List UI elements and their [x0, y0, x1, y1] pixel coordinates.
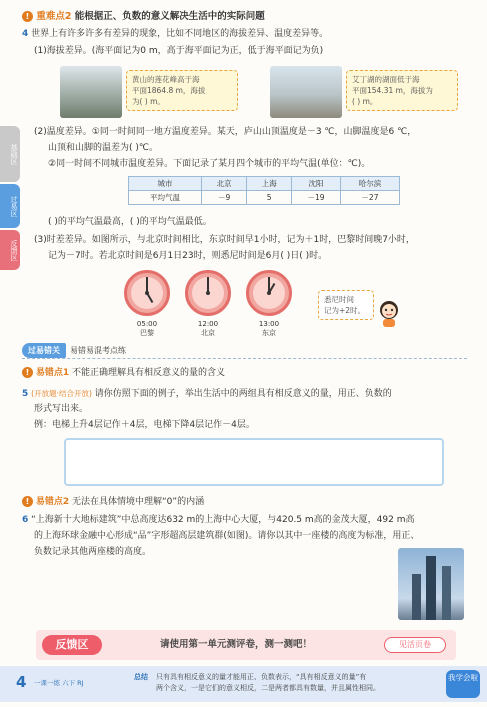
feedback-link-button[interactable]: 见活页卷 — [384, 637, 446, 653]
clock-label-tokyo — [246, 320, 292, 338]
learned-badge: 我学会啦 — [446, 670, 480, 698]
error-point-1 — [22, 367, 225, 380]
q4-part3b: 记为－7时。若北京时间是6月1日23时，则悉尼时间是6月( )日( )时。 — [48, 251, 328, 261]
side-tab-feedback[interactable]: 反馈区 — [0, 230, 20, 270]
q6-line3: 负数记录其他两座楼的高度。 — [34, 547, 152, 557]
elevation-bubble-lake — [346, 70, 458, 111]
q5-answer-box[interactable] — [64, 438, 444, 486]
q4-stem — [22, 28, 328, 41]
side-tab-error[interactable]: 过易区 — [0, 184, 20, 228]
q5-example: 例：电梯上升4层记作＋4层，电梯下降4层记作－4层。 — [34, 420, 255, 430]
book-series: 一课一练 六下 RJ — [34, 679, 84, 687]
section-subtitle: 易错易混考点练 — [70, 346, 126, 355]
summary-line: 两个含义，一是它们的意义相反，二是两者都具有数量，并且属性相同。 — [156, 684, 380, 692]
summary-text — [156, 672, 380, 694]
bubble-line: 黄山的莲花峰高于海 — [132, 75, 200, 84]
error-point-tag: 易错点1 — [35, 368, 70, 378]
error-icon: ! — [22, 367, 33, 378]
clock-city: 北京 — [201, 329, 215, 337]
q4-part2d: ( )的平均气温最高，( )的平均气温最低。 — [48, 217, 212, 227]
table-cell: 北京 — [202, 177, 247, 191]
table-cell: 沈阳 — [292, 177, 341, 191]
bubble-line: 悉尼时间 — [324, 295, 354, 304]
footer — [0, 666, 487, 702]
table-cell: 平均气温 — [129, 191, 202, 205]
clock-beijing — [185, 270, 231, 316]
table-row — [129, 191, 400, 205]
lake-photo — [270, 66, 342, 118]
q4-number: 4 — [22, 29, 29, 39]
table-cell: －9 — [202, 191, 247, 205]
summary-label: 总结 — [134, 673, 148, 681]
q5-tag: (开放题·结合开放) — [31, 389, 92, 398]
table-cell: －19 — [292, 191, 341, 205]
feedback-text: 请使用第一单元测评卷，测一测吧！ — [160, 639, 313, 650]
table-cell: 5 — [247, 191, 292, 205]
q4-part3a: (3)时差差异。如图所示，与北京时间相比，东京时间早1小时，记为＋1时，巴黎时间晚7小时， — [34, 235, 415, 245]
clock-time: 12:00 — [197, 320, 219, 328]
table-cell: 上海 — [247, 177, 292, 191]
elevation-bubble-mountain — [126, 70, 238, 111]
clock-time: 13:00 — [258, 320, 280, 328]
q4-stem-text: 世界上有许多许多有差异的现象，比如不同地区的海拔差异、温度差异等。 — [31, 29, 329, 39]
page-number: 4 — [16, 673, 27, 691]
q5-number: 5 — [22, 389, 29, 399]
error-point-tag: 易错点2 — [35, 497, 70, 507]
error-point-2 — [22, 496, 204, 509]
error-point-text: 无法在具体情境中理解“0”的内涵 — [72, 497, 205, 507]
mountain-photo — [60, 66, 122, 118]
key-point-tag: 重难点2 — [36, 11, 72, 22]
sydney-bubble — [318, 290, 374, 320]
q6-number: 6 — [22, 515, 29, 525]
table-header-row — [129, 177, 400, 191]
cartoon-girl-icon — [376, 300, 402, 328]
shanghai-towers-photo — [398, 548, 464, 620]
error-point-text: 不能正确理解具有相反意义的量的含义 — [72, 368, 226, 378]
clock-city: 东京 — [262, 329, 276, 337]
key-point-icon: ! — [22, 11, 33, 22]
clock-label-beijing — [185, 320, 231, 338]
bubble-line: 艾丁湖的湖面低于海 — [352, 75, 420, 84]
key-point-heading — [22, 10, 265, 23]
q5-line2: 形式写出来。 — [34, 404, 89, 414]
q6-line2: 的上海环球金融中心形成“品”字形超高层建筑群(如图)。请你以其中一座楼的高度为标准，用正、 — [34, 531, 420, 541]
side-tab-basic[interactable]: 基础区 — [0, 126, 20, 182]
clock-tokyo — [246, 270, 292, 316]
q4-part1: (1)海拔差异。(海平面记为0 m，高于海平面记为正，低于海平面记为负) — [34, 46, 324, 56]
section-banner: 过易错关 — [22, 343, 66, 358]
q4-part2c: ②同一时间不同城市温度差异。下面记录了某月四个城市的平均气温(单位：℃)。 — [48, 159, 371, 169]
q6-text: “上海新十大地标建筑”中总高度达632 m的上海中心大厦，与420.5 m高的金茂大厦，492 m高 — [31, 515, 415, 525]
temperature-table — [128, 176, 400, 205]
bubble-line: ( ) m。 — [352, 97, 378, 106]
bubble-line: 平面1864.8 m，海拔 — [132, 86, 206, 95]
q5-line1 — [22, 387, 392, 401]
q4-part2a: (2)温度差异。①同一时间同一地方温度差异。某天，庐山山顶温度是－3 ℃，山脚温度是6 ℃， — [34, 127, 417, 137]
bubble-line: 记为+2时。 — [324, 306, 366, 315]
bubble-line: 平面154.31 m，海拔为 — [352, 86, 433, 95]
clock-paris — [124, 270, 170, 316]
summary-line: 只有具有相反意义的量才能用正、负数表示，“具有相反意义的量”有 — [156, 673, 367, 681]
divider — [22, 358, 467, 359]
table-cell: 哈尔滨 — [340, 177, 399, 191]
table-cell: －27 — [340, 191, 399, 205]
q6-line1 — [22, 514, 414, 527]
clock-city: 巴黎 — [140, 329, 154, 337]
error-icon: ! — [22, 496, 33, 507]
feedback-label: 反馈区 — [42, 635, 102, 655]
table-cell: 城市 — [129, 177, 202, 191]
clock-time: 05:00 — [136, 320, 158, 328]
clock-label-paris — [124, 320, 170, 338]
feedback-bar — [36, 630, 456, 660]
q4-part2b: 山顶和山脚的温差为( )℃。 — [48, 143, 158, 153]
bubble-line: 为( ) m。 — [132, 97, 165, 106]
q5-text: 请你仿照下面的例子，举出生活中的两组具有相反意义的量，用正、负数的 — [94, 389, 392, 399]
key-point-text: 能根据正、负数的意义解决生活中的实际问题 — [74, 11, 265, 22]
